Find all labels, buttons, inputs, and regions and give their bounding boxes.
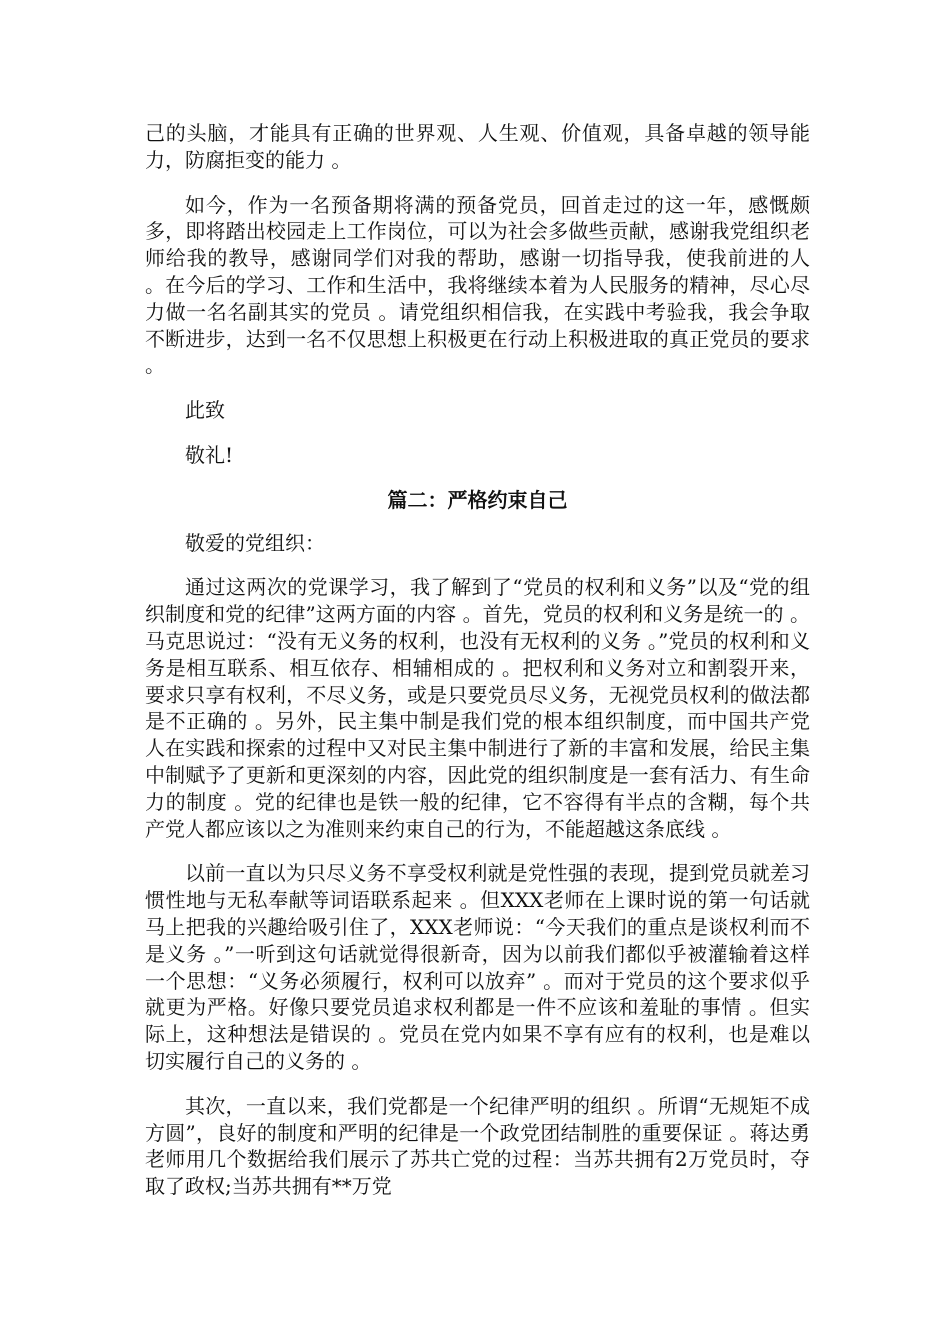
paragraph-reflection: 如今，作为一名预备期将满的预备党员，回首走过的这一年，感慨颇多，即将踏出校园走上工作岗位，可以为社会多做些贡献，感谢我党组织老师给我的教导，感谢同学们对我的帮助，感谢一切指导我，使我前进的人 。在今后的学习、工作和生活中，我将继续本着为人民服务的精神，尽心尽力做一名名副其实的党员 。请党组织相信我，在实践中考验我，我会争取不断进步，达到一名不仅思想上积极更在行动上积极进取的真正党员的要求 。 bbox=[145, 192, 810, 378]
section-heading: 篇二：严格约束自己 bbox=[387, 487, 568, 512]
paragraph-rights-duties: 通过这两次的党课学习，我了解到了“党员的权利和义务”以及“党的组织制度和党的纪律”这两方面的内容 。首先，党员的权利和义务是统一的 。马克思说过：“没有无义务的权利，也没有无权利的义务 。”党员的权利和义务是相互联系、相互依存、相辅相成的 。把权利和义务对立和割裂开来，要求只享有权利，不尽义务，或是只要党员尽义务，无视党员权利的做法都是不正确的 。另外，民主集中制是我们党的根本组织制度，而中国共产党人在实践和探索的过程中又对民主集中制进行了新的丰富和发展，给民主集中制赋予了更新和更深刻的内容，因此党的组织制度是一套有活力、有生命力的制度 。党的纪律也是铁一般的纪律，它不容得有半点的含糊，每个共产党人都应该以之为准则来约束自己的行为，不能超越这条底线 。 bbox=[145, 575, 810, 841]
salutation: 敬爱的党组织： bbox=[185, 530, 325, 555]
paragraph-discipline: 其次，一直以来，我们党都是一个纪律严明的组织 。所谓“无规矩不成方圆”，良好的制度和严明的纪律是一个政党团结制胜的重要保证 。蒋达勇老师用几个数据给我们展示了苏共亡党的过程：当苏共拥有2万党员时，夺取了政权;当苏共拥有**万党 bbox=[145, 1093, 810, 1199]
paragraph-previous-view: 以前一直以为只尽义务不享受权利就是党性强的表现，提到党员就差习惯性地与无私奉献等词语联系起来 。但XXX老师在上课时说的第一句话就马上把我的兴趣给吸引住了，XXX老师说：“今天我们的重点是谈权利而不是义务 。”一听到这句话就觉得很新奇，因为以前我们都似乎被灌输着这样一个思想：“义务必须履行，权利可以放弃” 。而对于党员的这个要求似乎就更为严格。好像只要党员追求权利都是一件不应该和羞耻的事情 。但实际上，这种想法是错误的 。党员在党内如果不享有应有的权利，也是难以切实履行自己的义务的 。 bbox=[145, 861, 810, 1073]
document-page bbox=[145, 120, 810, 1218]
paragraph-continued: 己的头脑，才能具有正确的世界观、人生观、价值观，具备卓越的领导能力，防腐拒变的能力 。 bbox=[145, 121, 810, 172]
closing-line-1: 此致 bbox=[185, 398, 225, 423]
closing-line-2: 敬礼! bbox=[185, 442, 234, 467]
